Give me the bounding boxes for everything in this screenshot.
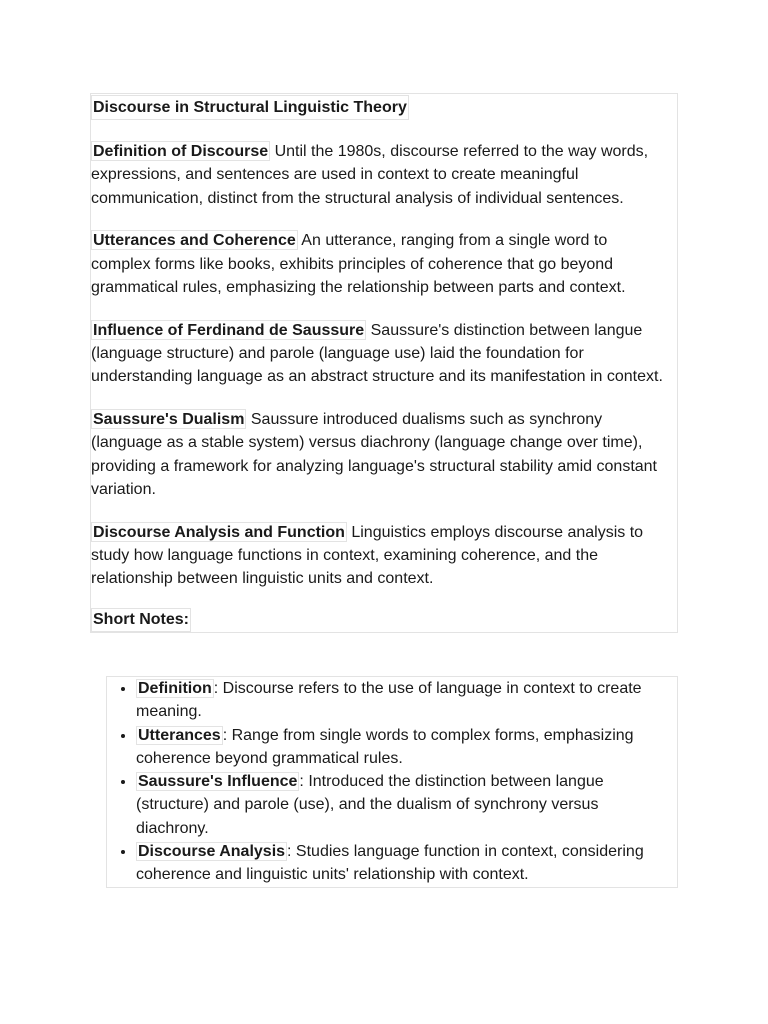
note-text: : Discourse refers to the use of language in context to create meaning.	[136, 680, 642, 721]
section-definition	[91, 140, 671, 210]
section-text: Saussure's distinction between langue (language structure) and parole (language use) laid the foundation for understanding language as an abstract structure and its manifestation in context.	[91, 321, 663, 386]
list-item	[136, 840, 671, 887]
short-notes-heading: Short Notes:	[91, 608, 191, 632]
section-heading: Discourse Analysis and Function	[93, 523, 345, 541]
list-item	[136, 677, 671, 724]
document-title: Discourse in Structural Linguistic Theory	[91, 95, 409, 120]
note-text: : Studies language function in context, considering coherence and linguistic units' relationship with context.	[136, 843, 644, 884]
note-text: : Range from single words to complex forms, emphasizing coherence beyond grammatical rules.	[136, 726, 634, 767]
list-item	[136, 770, 671, 840]
list-item	[136, 724, 671, 771]
document-body	[90, 93, 678, 633]
section-text: Linguistics employs discourse analysis to study how language functions in context, examining coherence, and the relationship between linguistic units and context.	[91, 523, 644, 588]
note-term: Discourse Analysis	[138, 843, 286, 861]
section-utterances	[91, 229, 671, 299]
section-saussure-influence	[91, 319, 671, 389]
section-text: An utterance, ranging from a single word to complex forms like books, exhibits principles of coherence that go beyond grammatical rules, emphasizing the relationship between parts and context.	[91, 232, 626, 296]
section-heading: Influence of Ferdinand de Saussure	[93, 321, 365, 339]
note-term: Saussure's Influence	[138, 773, 298, 791]
note-text: : Introduced the distinction between langue (structure) and parole (use), and the dualism of synchrony versus diachrony.	[136, 773, 604, 837]
short-notes-wrapper	[91, 608, 671, 632]
section-heading: Saussure's Dualism	[93, 411, 245, 429]
note-term: Definition	[138, 680, 212, 697]
section-saussure-dualism	[91, 408, 671, 501]
note-term: Utterances	[138, 726, 221, 744]
section-heading: Utterances and Coherence	[93, 232, 296, 250]
short-notes-list	[106, 676, 678, 888]
section-text: Saussure introduced dualisms such as synchrony (language as a stable system) versus diachrony (language change over time), providing a framework for analyzing language's structural stability amid constant variation.	[91, 411, 657, 499]
section-discourse-analysis	[91, 521, 671, 591]
section-heading: Definition of Discourse	[93, 143, 269, 160]
title-wrapper	[91, 95, 671, 120]
section-text: Until the 1980s, discourse referred to the way words, expressions, and sentences are used in context to create meaningful communication, distinct from the structural analysis of individual sentences.	[91, 143, 649, 207]
